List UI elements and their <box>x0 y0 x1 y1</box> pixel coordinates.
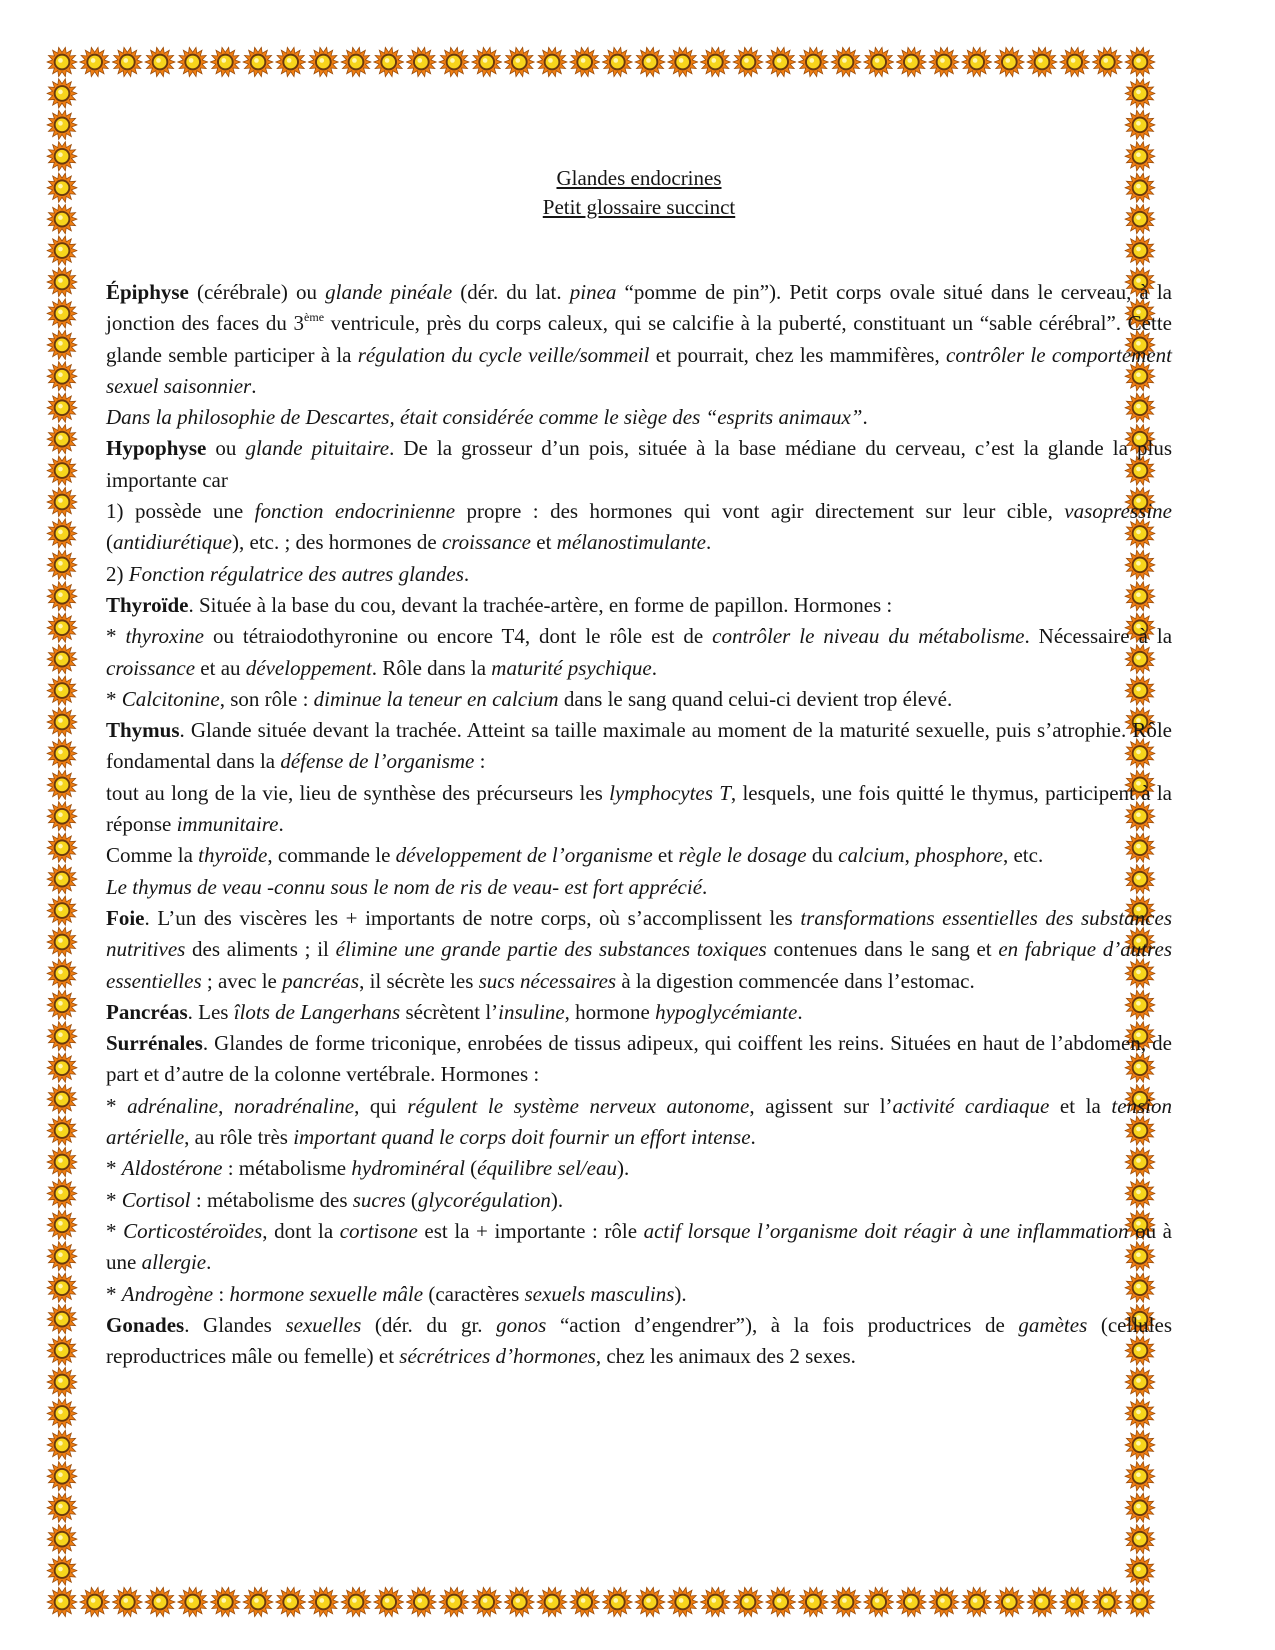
sun-flower-icon <box>1125 1399 1155 1428</box>
text-run: transformations essentielles des substances nutritives <box>106 905 1172 962</box>
sun-flower-icon <box>668 47 698 76</box>
text-run: . De la grosseur d’un pois, située à la base médiane du cerveau, c’est la glande la plus importante car <box>106 436 1172 492</box>
text-run: . Les <box>187 999 234 1024</box>
text-run: et au <box>195 655 246 680</box>
text-run: pancréas <box>282 968 360 993</box>
sun-flower-icon <box>47 79 77 108</box>
sun-flower-icon <box>47 1493 77 1522</box>
glossary-paragraph <box>106 1310 1172 1373</box>
text-run: : <box>213 1281 230 1306</box>
text-run: sexuels masculins <box>524 1281 675 1306</box>
sun-flower-icon <box>47 1556 77 1585</box>
text-run: important quand le corps doit fournir un effort intense <box>293 1125 751 1150</box>
text-run: , qui <box>354 1093 408 1118</box>
text-run: équilibre sel/eau <box>477 1156 617 1181</box>
sun-flower-icon <box>700 1587 730 1616</box>
sun-flower-icon <box>766 1587 796 1616</box>
sun-flower-icon <box>178 1587 208 1616</box>
text-run: thyroxine <box>125 624 204 649</box>
glossary-paragraph <box>106 590 1172 621</box>
glossary-paragraph <box>106 1091 1172 1154</box>
text-run: contrôler le comportement sexuel saisonnier <box>106 342 1172 398</box>
sun-flower-icon <box>47 1210 77 1239</box>
sun-flower-icon <box>929 47 959 76</box>
sun-flower-icon <box>47 173 77 202</box>
text-run: fonction endocrinienne <box>254 499 456 524</box>
sun-flower-icon <box>243 47 273 76</box>
text-run: ; avec le <box>201 968 283 993</box>
text-run: tout au long de la vie, lieu de synthèse des précurseurs les <box>106 780 610 805</box>
sun-flower-icon <box>47 707 77 736</box>
sun-flower-icon <box>47 613 77 642</box>
text-run: “pomme de pin”). Petit corps ovale situé dans le cerveau, à la jonction des faces du 3 <box>106 280 1173 336</box>
sun-flower-icon <box>341 47 371 76</box>
text-run: phosphore <box>915 843 1003 868</box>
sun-flower-icon <box>47 267 77 296</box>
sun-flower-icon <box>47 959 77 988</box>
text-run: (caractères <box>423 1281 525 1306</box>
glossary-paragraph <box>106 840 1172 871</box>
glossary-paragraph <box>106 903 1172 997</box>
sun-flower-icon <box>537 47 567 76</box>
text-run: ). <box>674 1281 687 1306</box>
text-run: dans le sang quand celui-ci devient trop élevé. <box>558 686 953 711</box>
text-run: croissance <box>106 655 196 680</box>
sun-flower-icon <box>47 1525 77 1554</box>
text-run: . <box>251 373 257 398</box>
sun-flower-icon <box>47 582 77 611</box>
glossary-term: Thyroïde <box>106 592 189 617</box>
sun-flower-icon <box>308 1587 338 1616</box>
sun-flower-icon <box>570 1587 600 1616</box>
glossary-paragraph <box>106 1028 1172 1091</box>
sun-flower-icon <box>341 1587 371 1616</box>
text-run: ou tétraiodothyronine ou encore T4, dont le rôle est de <box>204 624 713 649</box>
sun-flower-icon <box>733 47 763 76</box>
sun-flower-icon <box>47 1430 77 1459</box>
text-run: , <box>904 843 916 868</box>
text-run: Cortisol <box>121 1187 191 1212</box>
text-run: antidiurétique <box>113 530 232 555</box>
document-subtitle: Petit glossaire succinct <box>542 195 736 219</box>
sun-flower-icon <box>1060 47 1090 76</box>
text-run: sécrètent l’ <box>400 999 499 1024</box>
glossary-term: Hypophyse <box>106 436 207 461</box>
text-run: ( <box>106 530 113 555</box>
glossary-paragraph <box>106 559 1172 590</box>
text-run: ). <box>616 1156 630 1181</box>
sun-flower-icon <box>47 927 77 956</box>
sun-flower-icon <box>47 802 77 831</box>
sun-flower-icon <box>47 645 77 674</box>
text-run: . Nécessaire à la <box>1024 624 1173 649</box>
text-run: * <box>106 1156 122 1181</box>
text-run: élimine une grande partie des substances toxiques <box>335 937 767 962</box>
text-run: noradrénaline <box>233 1093 355 1118</box>
text-run: et pourrait, chez les mammifères, <box>649 342 946 367</box>
text-run: Aldostérone <box>121 1156 223 1181</box>
text-run: . <box>651 655 657 680</box>
text-run: propre : des hormones qui vont agir directement sur leur cible, <box>455 499 1065 524</box>
sun-flower-icon <box>47 362 77 391</box>
sun-flower-icon <box>570 47 600 76</box>
text-run: ou <box>206 436 246 461</box>
sun-flower-icon <box>47 770 77 799</box>
text-run: et la <box>1049 1093 1112 1118</box>
sun-flower-icon <box>1027 1587 1057 1616</box>
sun-flower-icon <box>210 1587 240 1616</box>
sun-flower-icon <box>962 47 992 76</box>
text-run: sucs nécessaires <box>478 968 617 993</box>
text-run: calcium <box>838 843 905 868</box>
text-run: et <box>652 843 679 868</box>
text-run: ( <box>464 1156 478 1181</box>
text-run: . <box>702 874 708 899</box>
sun-flower-icon <box>374 1587 404 1616</box>
sun-flower-icon <box>47 456 77 485</box>
text-run: hypoglycémiante <box>655 999 798 1024</box>
text-run: . Glande située devant la trachée. Atteint sa taille maximale au moment de la maturité sexuelle, puis s’atrophie. Rôle fondamental dans la <box>106 718 1172 774</box>
text-run: tension artérielle <box>106 1093 1173 1150</box>
glossary-term: Épiphyse <box>106 280 189 304</box>
glossary-paragraph <box>106 1279 1172 1310</box>
sun-flower-icon <box>112 1587 142 1616</box>
text-run: : métabolisme des <box>190 1187 353 1212</box>
text-run: à la digestion commencée dans l’estomac. <box>616 968 975 993</box>
sun-flower-icon <box>733 1587 763 1616</box>
sun-flower-icon <box>47 519 77 548</box>
sun-flower-icon <box>635 47 665 76</box>
text-run: croissance <box>441 530 531 555</box>
text-run: adrénaline <box>127 1093 219 1118</box>
sun-flower-icon <box>47 1022 77 1051</box>
sun-flower-icon <box>831 1587 861 1616</box>
text-run: ou à une <box>106 1218 1173 1275</box>
text-run: * <box>106 1093 128 1118</box>
sun-flower-icon <box>1125 1556 1155 1585</box>
sun-flower-icon <box>439 1587 469 1616</box>
text-run: * <box>106 624 126 649</box>
text-run: îlots de Langerhans <box>233 999 401 1024</box>
text-run: développement <box>245 655 372 680</box>
text-run: développement de l’organisme <box>395 843 653 868</box>
sun-flower-icon <box>1092 47 1122 76</box>
sun-flower-icon <box>439 47 469 76</box>
sun-flower-icon <box>635 1587 665 1616</box>
text-run: immunitaire <box>176 812 279 837</box>
sun-flower-icon <box>1125 1462 1155 1491</box>
sun-flower-icon <box>1125 1525 1155 1554</box>
text-run: pinea <box>569 280 617 304</box>
sun-flower-icon <box>47 676 77 705</box>
text-run: sucres <box>352 1187 406 1212</box>
text-run: 1) possède une <box>106 499 255 524</box>
text-run: . <box>862 405 868 430</box>
text-run: défense de l’organisme <box>280 749 475 774</box>
text-run: . <box>463 561 470 586</box>
text-run: (dér. du gr. <box>361 1312 497 1337</box>
sun-flower-icon <box>145 47 175 76</box>
sun-flower-icon <box>47 1305 77 1334</box>
text-run: : <box>474 749 486 774</box>
glossary-paragraph <box>106 1216 1172 1279</box>
text-run: actif lorsque l’organisme doit réagir à une inflammation <box>643 1218 1129 1243</box>
text-run: du <box>806 843 839 868</box>
text-run: , hormone <box>564 999 656 1024</box>
sun-flower-icon <box>1125 1587 1155 1616</box>
sun-flower-icon <box>994 1587 1024 1616</box>
text-run: , dont la <box>262 1218 340 1243</box>
text-run: mélanostimulante <box>556 530 706 555</box>
sun-flower-icon <box>864 47 894 76</box>
text-run: * <box>106 1218 124 1243</box>
sun-flower-icon <box>47 1273 77 1302</box>
text-run: ), etc. ; des hormones de <box>232 530 442 555</box>
sun-flower-icon <box>47 425 77 454</box>
text-run: Comme la <box>106 843 199 868</box>
sun-flower-icon <box>178 47 208 76</box>
glossary-term: Foie <box>106 905 145 930</box>
document-title-block <box>106 164 1172 222</box>
sun-flower-icon <box>47 236 77 265</box>
sun-flower-icon <box>1125 47 1155 76</box>
text-run: vasopressine <box>1064 499 1172 524</box>
sun-flower-icon <box>47 330 77 359</box>
sun-flower-icon <box>798 1587 828 1616</box>
sun-flower-icon <box>1092 1587 1122 1616</box>
text-run: glande pituitaire <box>245 436 390 461</box>
sun-flower-icon <box>1125 1493 1155 1522</box>
sun-flower-icon <box>47 110 77 139</box>
glossary-paragraph <box>106 684 1172 715</box>
sun-flower-icon <box>47 299 77 328</box>
sun-flower-icon <box>47 739 77 768</box>
text-run: régulent le système nerveux autonome <box>407 1093 750 1118</box>
sun-flower-icon <box>276 1587 306 1616</box>
sun-flower-icon <box>602 1587 632 1616</box>
text-run: en fabrique d’autres essentielles <box>106 937 1172 993</box>
glossary-paragraph <box>106 778 1172 841</box>
text-run: diminue la teneur en calcium <box>313 686 559 711</box>
sun-flower-icon <box>47 865 77 894</box>
text-run: . <box>206 1250 212 1275</box>
text-run: hormone sexuelle mâle <box>229 1281 424 1306</box>
text-run: insuline <box>498 999 565 1024</box>
text-run: ventricule, près du corps caleux, qui se calcifie à la puberté, constituant un “sable cérébral”. Cette glande semble participer à la <box>106 311 1172 367</box>
text-run: . Glandes de forme triconique, enrobées de tissus adipeux, qui coiffent les reins. Situées en haut de l’abdomen, de part et d’autre de la colonne vertébrale. Hormones : <box>106 1031 1172 1087</box>
sun-flower-icon <box>308 47 338 76</box>
text-run: règle le dosage <box>678 843 807 868</box>
text-run: “action d’engendrer”), à la fois productrices de <box>546 1312 1019 1337</box>
sun-flower-icon <box>831 47 861 76</box>
text-run: . <box>278 812 284 837</box>
text-run: , commande le <box>267 843 396 868</box>
sun-flower-icon <box>1027 47 1057 76</box>
sun-flower-icon <box>47 1242 77 1271</box>
sun-flower-icon <box>798 47 828 76</box>
text-run: Androgène <box>121 1281 214 1306</box>
sun-flower-icon <box>47 833 77 862</box>
text-run: . <box>797 999 803 1024</box>
sun-flower-icon <box>210 47 240 76</box>
sun-flower-icon <box>766 47 796 76</box>
sun-flower-icon <box>47 896 77 925</box>
glossary-paragraph <box>106 433 1172 496</box>
text-run: ( <box>405 1187 418 1212</box>
sun-flower-icon <box>374 47 404 76</box>
glossary-paragraph <box>106 1153 1172 1184</box>
sun-flower-icon <box>112 47 142 76</box>
glossary-term: Gonades <box>106 1312 185 1337</box>
sun-flower-icon <box>47 47 77 76</box>
sun-flower-icon <box>47 1462 77 1491</box>
text-run: ème <box>304 310 325 325</box>
text-run: cortisone <box>339 1218 418 1243</box>
text-run: sexuelles <box>285 1312 362 1337</box>
text-run: . Située à la base du cou, devant la trachée-artère, en forme de papillon. Hormones : <box>188 592 893 617</box>
sun-flower-icon <box>47 1179 77 1208</box>
sun-flower-icon <box>80 1587 110 1616</box>
sun-flower-icon <box>47 393 77 422</box>
text-run: (cérébrale) ou <box>188 280 326 304</box>
sun-flower-icon <box>504 47 534 76</box>
glossary-paragraph <box>106 496 1172 559</box>
text-run: , etc. <box>1002 843 1044 868</box>
sun-flower-icon <box>47 1147 77 1176</box>
text-run: des aliments ; il <box>185 937 336 962</box>
sun-flower-icon <box>47 990 77 1019</box>
sun-flower-icon <box>47 205 77 234</box>
text-run: gonos <box>496 1312 547 1337</box>
sun-flower-icon <box>1125 110 1155 139</box>
text-run: , son rôle : <box>219 686 314 711</box>
text-run: hydrominéral <box>351 1156 465 1181</box>
text-run: thyroïde <box>198 843 268 868</box>
text-run: 2) <box>106 561 129 586</box>
text-run: Calcitonine <box>121 686 220 711</box>
text-run: . <box>705 530 712 555</box>
sun-flower-icon <box>145 1587 175 1616</box>
text-run: . <box>750 1125 756 1150</box>
sun-flower-icon <box>1125 1430 1155 1459</box>
sun-flower-icon <box>537 1587 567 1616</box>
document-title: Glandes endocrines <box>556 166 722 190</box>
sun-flower-icon <box>47 1085 77 1114</box>
glossary-paragraph <box>106 277 1172 402</box>
text-run: . Rôle dans la <box>371 655 492 680</box>
text-run: maturité psychique <box>491 655 652 680</box>
text-run: , <box>218 1093 234 1118</box>
text-run: : métabolisme <box>222 1156 352 1181</box>
sun-flower-icon <box>47 550 77 579</box>
sun-flower-icon <box>472 1587 502 1616</box>
text-run: (cellules reproductrices mâle ou femelle) et <box>106 1312 1172 1369</box>
text-run: glycorégulation <box>417 1187 551 1212</box>
glossary-paragraph <box>106 402 1172 433</box>
sun-flower-icon <box>47 142 77 171</box>
text-run: gamètes <box>1018 1312 1088 1337</box>
sun-flower-icon <box>896 47 926 76</box>
text-run: * <box>106 1187 122 1212</box>
text-run: ). <box>550 1187 564 1212</box>
text-run: contrôler le niveau du métabolisme <box>712 624 1025 649</box>
text-run: contenues dans le sang et <box>766 937 999 962</box>
text-run: (dér. du lat. <box>452 280 570 304</box>
glossary-paragraph <box>106 621 1172 684</box>
sun-flower-icon <box>243 1587 273 1616</box>
sun-flower-icon <box>896 1587 926 1616</box>
sun-flower-icon <box>47 1336 77 1365</box>
glossary-term: Thymus <box>106 718 180 743</box>
text-run: et <box>531 530 557 555</box>
text-run: allergie <box>141 1250 207 1275</box>
text-run: glande pinéale <box>325 280 453 304</box>
text-run: , il sécrète les <box>359 968 479 993</box>
glossary-paragraph <box>106 1185 1172 1216</box>
text-run: est la + importante : rôle <box>417 1218 644 1243</box>
sun-flower-icon <box>80 47 110 76</box>
sun-flower-icon <box>602 47 632 76</box>
sun-flower-icon <box>962 1587 992 1616</box>
document-body <box>106 164 1172 1372</box>
text-run: Dans la philosophie de Descartes, était considérée comme le siège des “esprits animaux” <box>106 405 863 430</box>
glossary-term: Surrénales <box>106 1031 203 1056</box>
glossary-entries <box>106 277 1172 1372</box>
text-run: , lesquels, une fois quitté le thymus, participent à la réponse <box>106 780 1172 837</box>
text-run: . L’un des viscères les + importants de notre corps, où s’accomplissent les <box>144 905 801 930</box>
text-run: * <box>106 1281 122 1306</box>
glossary-paragraph <box>106 997 1172 1028</box>
sun-flower-icon <box>700 47 730 76</box>
sun-flower-icon <box>47 1587 77 1616</box>
sun-flower-icon <box>276 47 306 76</box>
sun-flower-icon <box>406 1587 436 1616</box>
sun-flower-icon <box>994 47 1024 76</box>
glossary-paragraph <box>106 715 1172 778</box>
glossary-term: Pancréas <box>106 999 188 1024</box>
glossary-paragraph <box>106 872 1172 903</box>
text-run: * <box>106 686 122 711</box>
sun-flower-icon <box>47 487 77 516</box>
sun-flower-icon <box>47 1116 77 1145</box>
sun-flower-icon <box>864 1587 894 1616</box>
sun-flower-icon <box>1060 1587 1090 1616</box>
sun-flower-icon <box>472 47 502 76</box>
sun-flower-icon <box>47 1053 77 1082</box>
text-run: , agissent sur l’ <box>749 1093 893 1118</box>
sun-flower-icon <box>47 1367 77 1396</box>
text-run: , chez les animaux des 2 sexes. <box>595 1344 856 1369</box>
sun-flower-icon <box>504 1587 534 1616</box>
text-run: régulation du cycle veille/sommeil <box>357 342 650 367</box>
sun-flower-icon <box>929 1587 959 1616</box>
text-run: Corticostéroïdes <box>123 1218 263 1243</box>
sun-flower-icon <box>406 47 436 76</box>
sun-flower-icon <box>1125 79 1155 108</box>
text-run: sécrétrices d’hormones <box>399 1344 596 1369</box>
sun-flower-icon <box>668 1587 698 1616</box>
sun-flower-icon <box>47 1399 77 1428</box>
text-run: , au rôle très <box>184 1125 294 1150</box>
text-run: . Glandes <box>184 1312 286 1337</box>
text-run: lymphocytes T <box>609 780 731 805</box>
text-run: Le thymus de veau -connu sous le nom de ris de veau- est fort apprécié <box>106 874 703 899</box>
text-run: Fonction régulatrice des autres glandes <box>128 561 464 586</box>
text-run: activité cardiaque <box>892 1093 1050 1118</box>
